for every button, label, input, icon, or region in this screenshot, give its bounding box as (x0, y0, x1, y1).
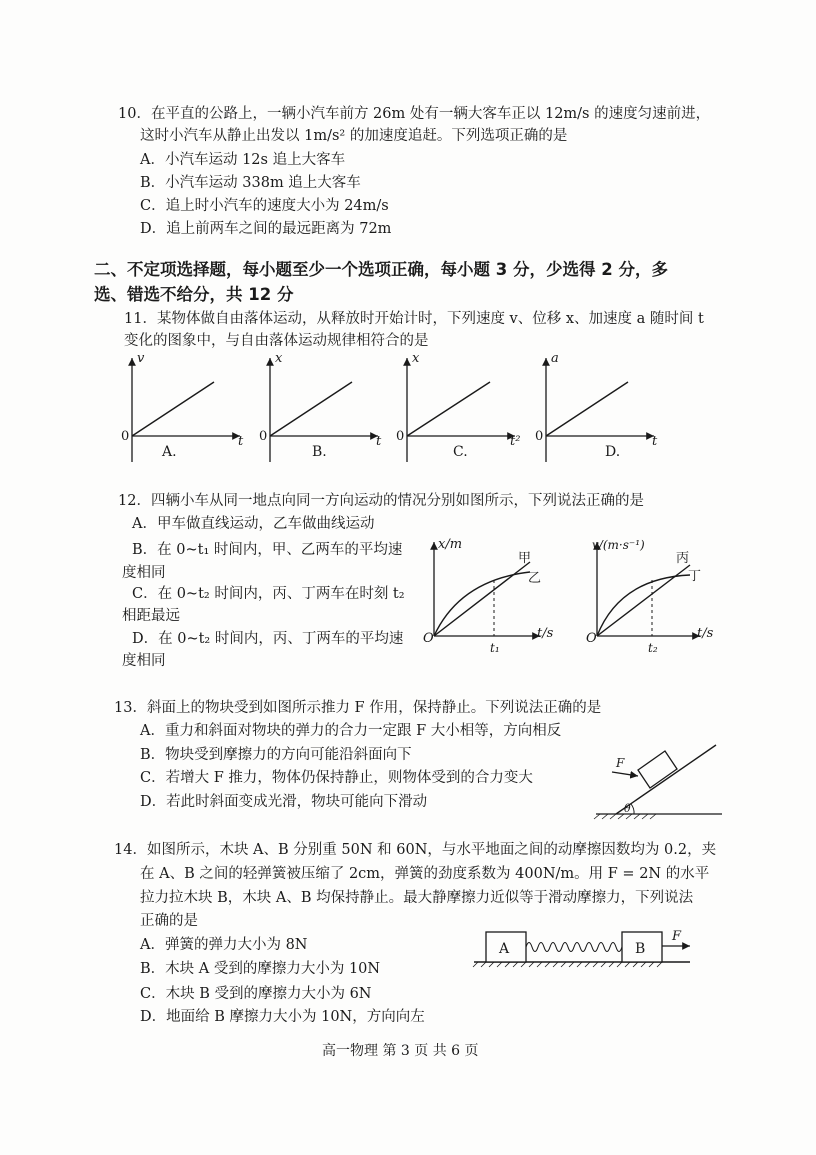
q11-stem-line2: 变化的图象中，与自由落体运动规律相符合的是 (124, 333, 429, 349)
graph-xt-label-yi: 乙 (528, 571, 542, 586)
graph-vt-label-ding: 丁 (688, 569, 702, 584)
graph-a-option: A. (162, 444, 177, 460)
graph-b-option: B. (312, 444, 327, 460)
q10-stem-line2: 这时小汽车从静止出发以 1m/s² 的加速度追赶。下列选项正确的是 (140, 128, 568, 144)
graph-vt-label-bing: 丙 (676, 551, 690, 566)
graph-d-origin: 0 (535, 429, 544, 444)
q13-option-b: B．物块受到摩擦力的方向可能沿斜面向下 (140, 747, 412, 763)
q12-option-b: B．在 0~t₁ 时间内，甲、乙两车的平均速 (132, 542, 403, 558)
q14-option-c: C．木块 B 受到的摩擦力大小为 6N (140, 986, 372, 1002)
graph-xt-origin: O (423, 631, 434, 646)
q13-option-c: C．若增大 F 推力，物体仍保持静止，则物体受到的合力变大 (140, 770, 533, 786)
page-footer: 高一物理 第 3 页 共 6 页 (322, 1043, 479, 1059)
graph-c-xlabel: t² (510, 434, 521, 449)
q12-option-c-cont: 相距最远 (122, 608, 180, 624)
section-heading-line1: 二、不定项选择题，每小题至少一个选项正确，每小题 3 分，少选得 2 分，多 (94, 260, 668, 279)
graph-vt-xlabel: t/s (697, 626, 714, 641)
graph-d-option: D. (605, 444, 621, 460)
graph-d-xlabel: t (652, 434, 658, 449)
q11-stem-line1: 11．某物体做自由落体运动，从释放时开始计时，下列速度 v、位移 x、加速度 a 随时间 t (124, 311, 704, 327)
graph-xt-ylabel: x/m (438, 537, 463, 552)
block-a-label: A (499, 941, 510, 957)
q12-stem: 12．四辆小车从同一地点向同一方向运动的情况分别如图所示，下列说法正确的是 (118, 493, 644, 509)
graph-xt-tick: t₁ (490, 641, 500, 655)
graph-vt-ylabel: v/(m·s⁻¹) (592, 538, 645, 552)
graph-c-ylabel: x (412, 351, 420, 366)
block-b-label: B (635, 941, 646, 957)
section-heading-line2: 选、错选不给分，共 12 分 (94, 285, 294, 304)
graph-a-origin: 0 (121, 429, 130, 444)
graph-xt-xlabel: t/s (537, 626, 554, 641)
q14-stem-line1: 14．如图所示，木块 A、B 分别重 50N 和 60N，与水平地面之间的动摩擦因数均为 0.2，夹 (114, 842, 717, 858)
q13-option-d: D．若此时斜面变成光滑，物块可能向下滑动 (140, 794, 428, 810)
spring (526, 943, 622, 952)
graph-a-ylabel: v (137, 351, 145, 366)
q14-stem-line4: 正确的是 (140, 913, 198, 929)
graph-b-ylabel: x (275, 351, 283, 366)
q12-option-c: C．在 0~t₂ 时间内，丙、丁两车在时刻 t₂ (132, 586, 405, 602)
q13-stem: 13．斜面上的物块受到如图所示推力 F 作用，保持静止。下列说法正确的是 (114, 700, 602, 716)
graph-d-ylabel: a (551, 351, 559, 366)
force-label: F (616, 756, 625, 770)
q10-option-b: B．小汽车运动 338m 追上大客车 (140, 175, 361, 191)
q12-option-b-cont: 度相同 (122, 565, 166, 581)
graph-vt-tick: t₂ (648, 641, 658, 655)
graph-vt-origin: O (586, 631, 597, 646)
angle-label: θ (624, 802, 631, 815)
q12-option-d: D．在 0~t₂ 时间内，丙、丁两车的平均速 (132, 631, 404, 647)
q14-stem-line3: 拉力拉木块 B，木块 A、B 均保持静止。最大静摩擦力近似等于滑动摩擦力，下列说法 (140, 890, 694, 906)
graph-c-origin: 0 (396, 429, 405, 444)
graph-c-option: C. (453, 444, 468, 460)
graph-a-xlabel: t (238, 434, 244, 449)
q10-stem-line1: 10．在平直的公路上，一辆小汽车前方 26m 处有一辆大客车正以 12m/s 的速度匀速前进， (118, 106, 711, 122)
graph-b-origin: 0 (259, 429, 268, 444)
force-f-label: F (672, 929, 682, 944)
q14-option-d: D．地面给 B 摩擦力大小为 10N，方向向左 (140, 1009, 425, 1025)
q10-option-d: D．追上前两车之间的最远距离为 72m (140, 221, 392, 237)
graph-b-xlabel: t (376, 434, 382, 449)
q14-option-a: A．弹簧的弹力大小为 8N (140, 937, 308, 953)
q12-option-a: A．甲车做直线运动，乙车做曲线运动 (132, 516, 375, 532)
q10-option-c: C．追上时小汽车的速度大小为 24m/s (140, 198, 389, 214)
q14-stem-line2: 在 A、B 之间的轻弹簧被压缩了 2cm，弹簧的劲度系数为 400N/m。用 F = 2N 的水平 (140, 866, 710, 882)
graph-xt-label-jia: 甲 (518, 551, 532, 566)
q12-option-d-cont: 度相同 (122, 653, 166, 669)
q13-option-a: A．重力和斜面对物块的弹力的合力一定跟 F 大小相等，方向相反 (140, 723, 562, 739)
q10-option-a: A．小汽车运动 12s 追上大客车 (140, 152, 346, 168)
q14-option-b: B．木块 A 受到的摩擦力大小为 10N (140, 961, 381, 977)
